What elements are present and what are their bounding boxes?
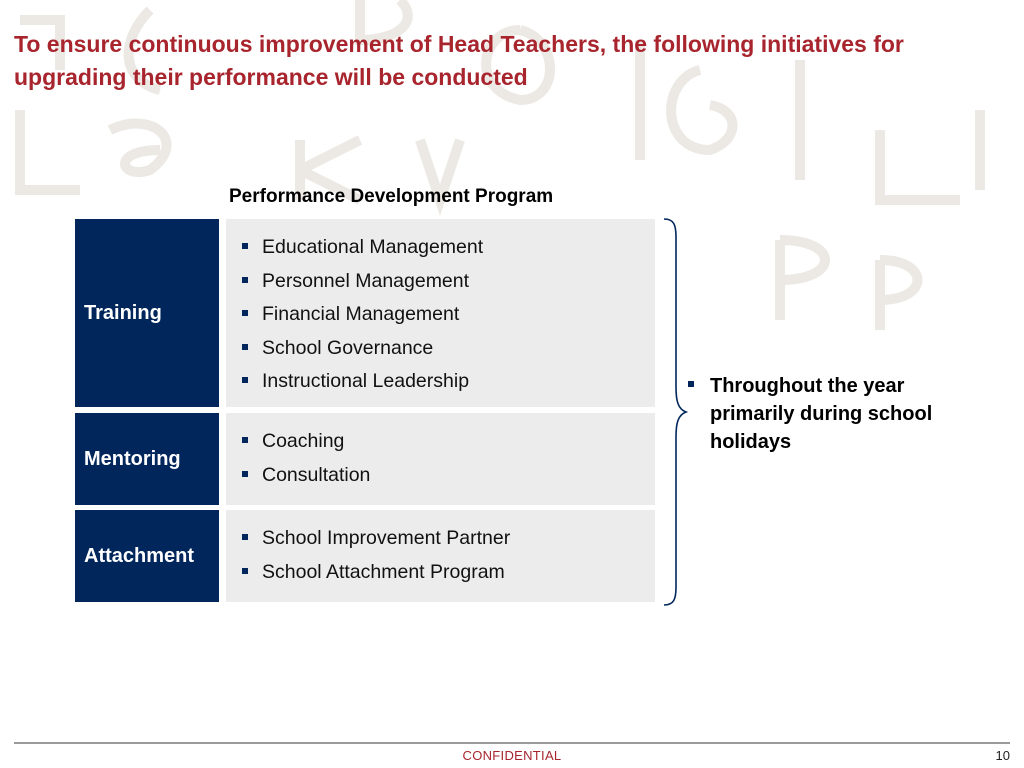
curly-brace-icon	[660, 217, 690, 607]
bullet-item: Educational Management	[240, 231, 655, 265]
program-heading: Performance Development Program	[229, 186, 554, 207]
schedule-note-text: Throughout the year primarily during school holidays	[710, 375, 933, 453]
bullet-list	[240, 425, 655, 492]
bullet-item: School Governance	[240, 332, 655, 366]
program-row-attachment	[75, 510, 655, 602]
bullet-list	[240, 231, 655, 399]
row-label: Training	[75, 219, 219, 407]
bullet-item: Financial Management	[240, 298, 655, 332]
schedule-note	[688, 372, 958, 456]
bullet-item: School Improvement Partner	[240, 522, 655, 556]
slide-title: To ensure continuous improvement of Head Teachers, the following initiatives for upgrading their performance will be conducted	[14, 31, 904, 90]
program-row-mentoring	[75, 413, 655, 505]
row-content	[226, 219, 655, 407]
square-bullet-icon	[688, 381, 694, 387]
row-content	[226, 510, 655, 602]
row-content	[226, 413, 655, 505]
row-label: Attachment	[75, 510, 219, 602]
bullet-item: Coaching	[240, 425, 655, 459]
bullet-item: Instructional Leadership	[240, 365, 655, 399]
footer-confidential: CONFIDENTIAL	[462, 748, 562, 763]
program-row-training	[75, 219, 655, 407]
page-number: 10	[995, 748, 1010, 763]
bullet-item: Personnel Management	[240, 265, 655, 299]
row-label: Mentoring	[75, 413, 219, 505]
footer-divider	[14, 742, 1010, 744]
bullet-item: School Attachment Program	[240, 556, 655, 590]
bullet-item: Consultation	[240, 459, 655, 493]
bullet-list	[240, 522, 655, 589]
